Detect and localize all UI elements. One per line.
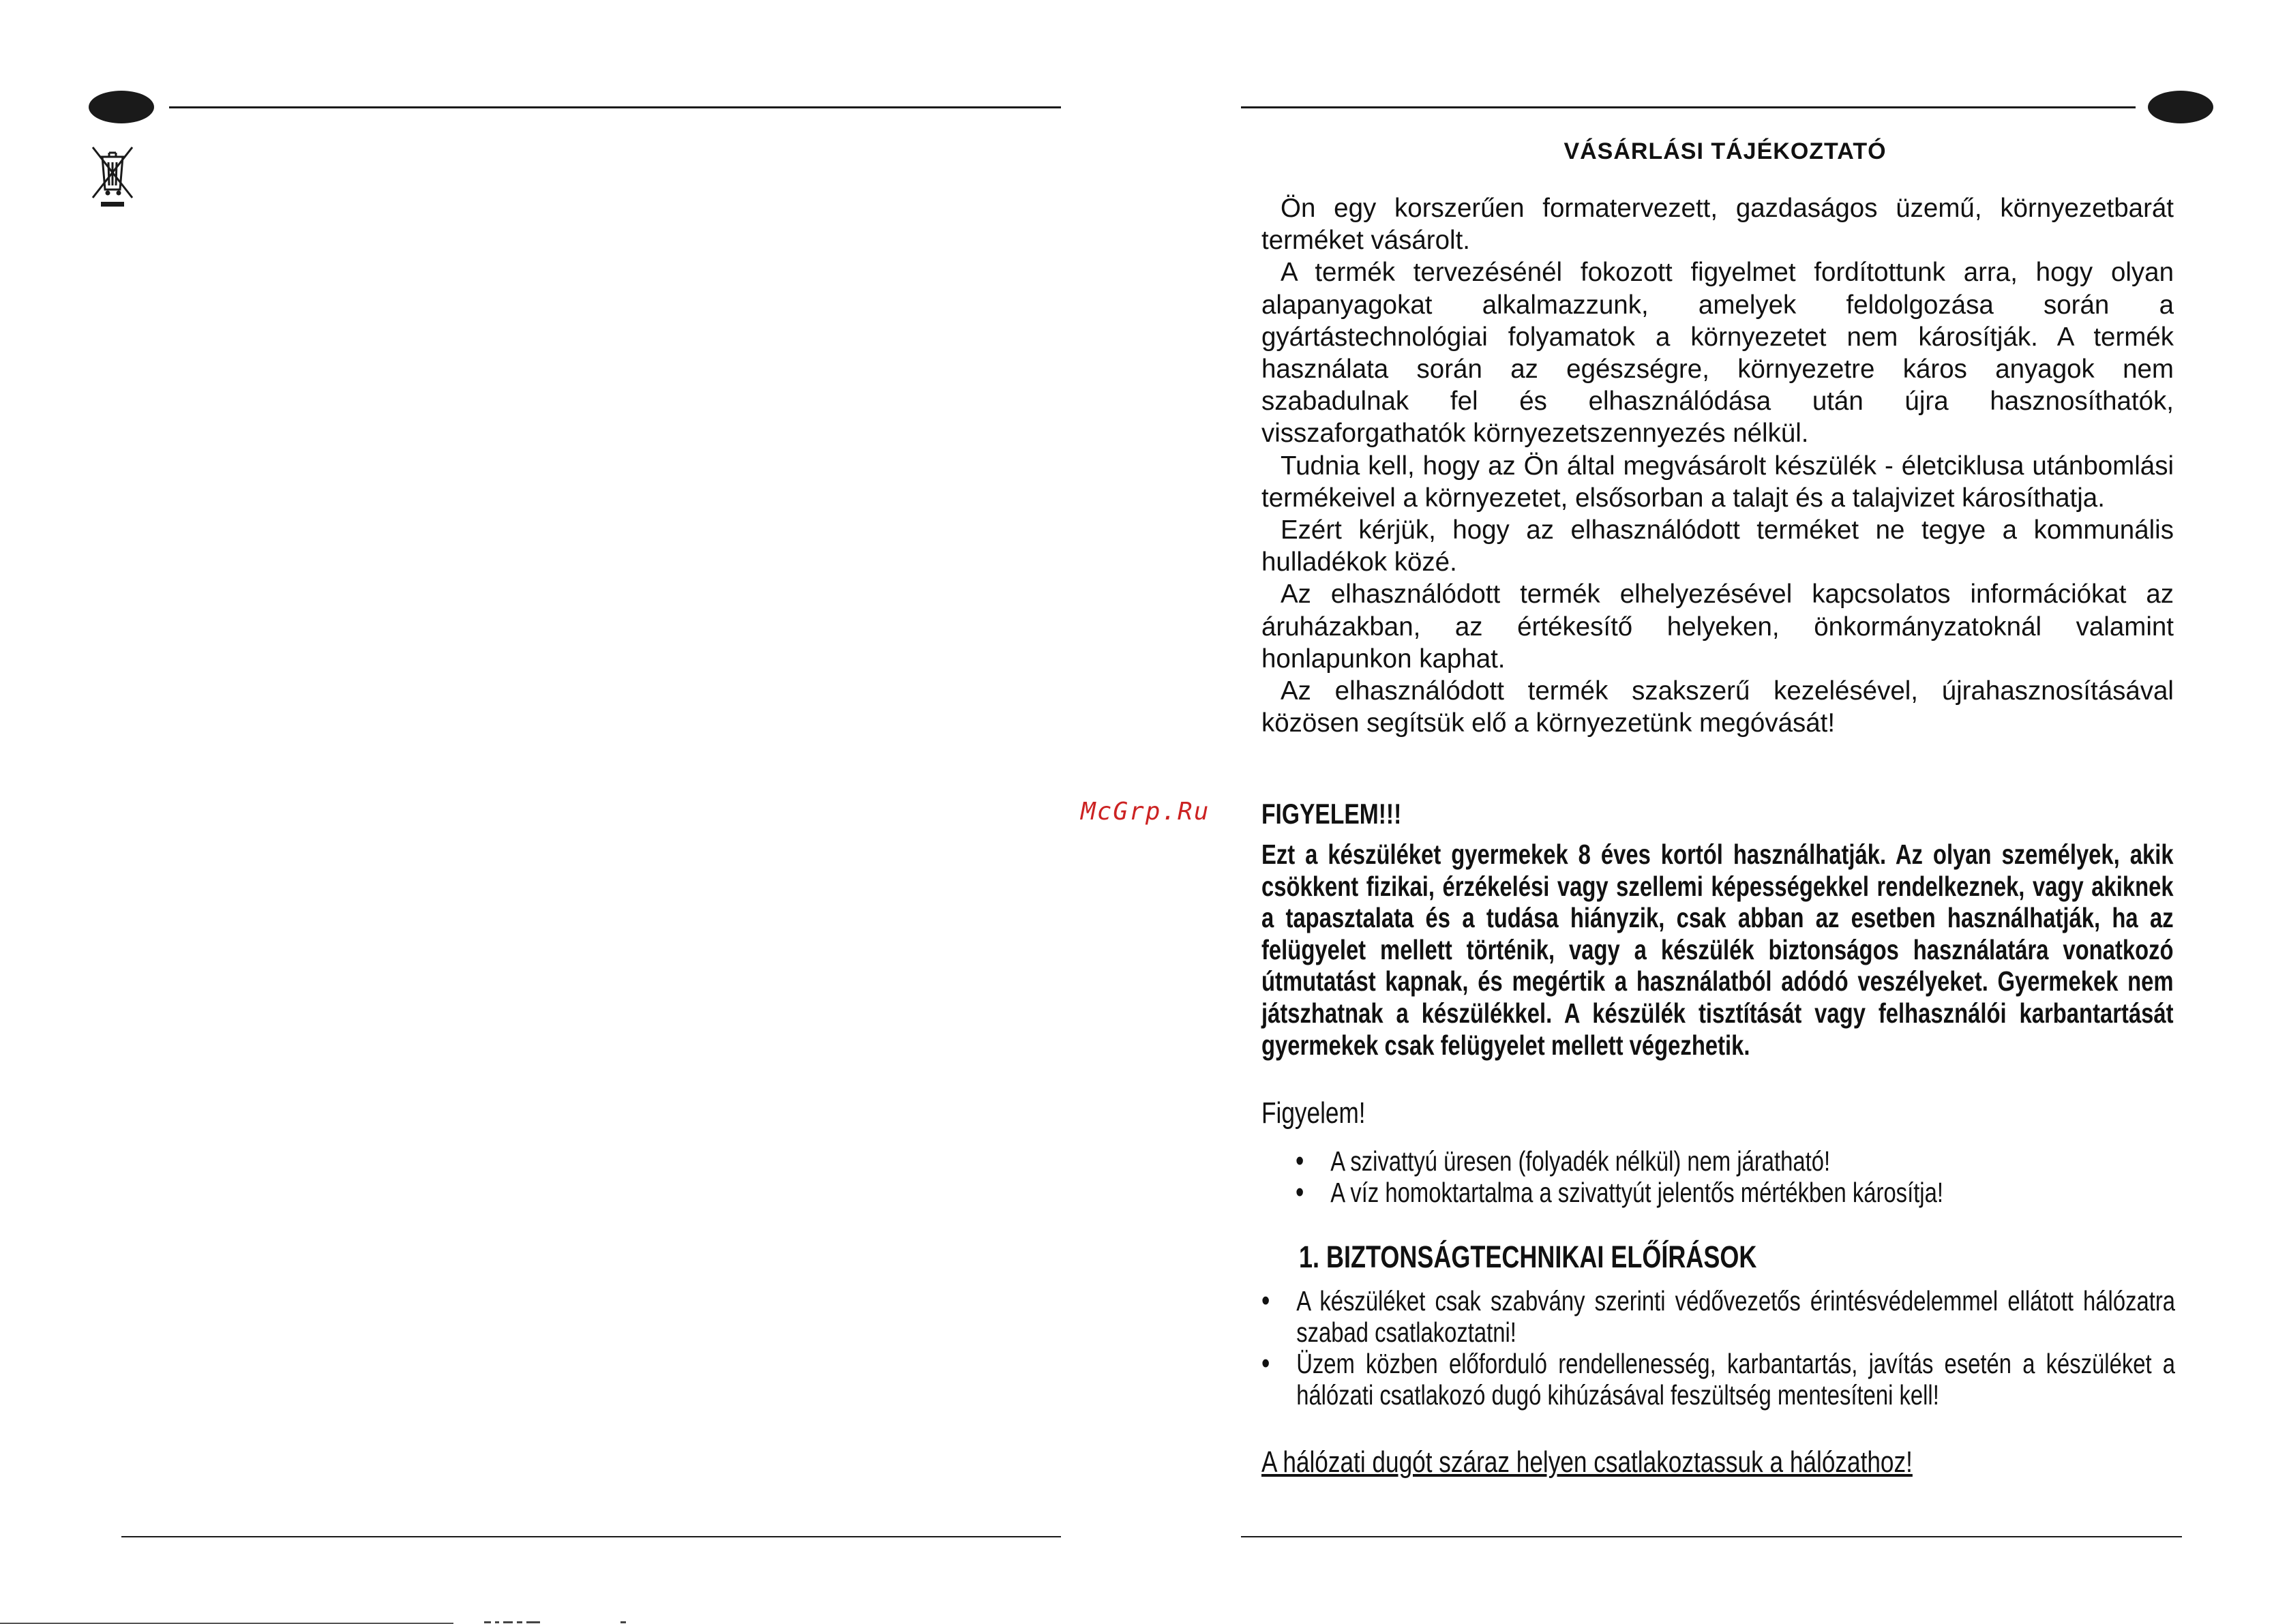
left-header-rule	[169, 106, 1061, 108]
attention-list	[1296, 1145, 1943, 1208]
intro-paragraph: A termék tervezésénél fokozott figyelmet fordítottunk arra, hogy olyan alapanyagokat alkalmazzunk, amelyek feldolgozása során a gyártástechnológiai folyamatok a környezetet nem károsítják. A termék használata során az egészségre, környezetre káros anyagok nem szabadulnak fel és elhasználódása után újra hasznosíthatók, visszaforgathatók környezetszennyezés nélkül.	[1261, 258, 2174, 449]
warning-title: FIGYELEM!!!	[1261, 798, 1402, 830]
right-footer-rule	[1241, 1536, 2182, 1537]
intro-paragraph: Ön egy korszerűen formatervezett, gazdaságos üzemű, környezetbarát terméket vásárolt.	[1261, 194, 2174, 256]
right-header-rule	[1241, 106, 2136, 108]
intro-paragraph: Ezért kérjük, hogy az elhasználódott terméket ne tegye a kommunális hulladékok közé.	[1261, 515, 2174, 577]
safety-note: A hálózati dugót száraz helyen csatlakoztassuk a hálózathoz!	[1261, 1445, 1913, 1479]
list-item: • A készüléket csak szabvány szerinti védővezetős érintésvédelemmel ellátott hálózatra szabad csatlakoztatni!	[1261, 1285, 2175, 1348]
left-page-marker	[89, 91, 154, 123]
left-footer-rule	[121, 1536, 1061, 1537]
section-title: 1. BIZTONSÁGTECHNIKAI ELŐÍRÁSOK	[1299, 1239, 1757, 1274]
intro-paragraph: Az elhasználódott termék elhelyezésével kapcsolatos információkat az áruházakban, az értékesítő helyeken, önkormányzatoknál valamint honlapunkon kaphat.	[1261, 580, 2174, 674]
warning-text: Ezt a készüléket gyermekek 8 éves kortól használhatják. Az olyan személyek, akik csökkent fizikai, érzékelési vagy szellemi képességekkel rendelkeznek, vagy akiknek a tapasztalata és a tudása hiányzik, csak abban az esetben használhatják, ha az felügyelet mellett történik, vagy a készülék biztonságos használatára vonatkozó útmutatást kapnak, és megértik a használatból adódó veszélyeket. Gyermekek nem játszhatnak a készülékkel. A készülék tisztítását vagy felhasználói karbantartását gyermekek csak felügyelet mellett végezhetik.	[1261, 839, 2174, 1061]
attention-title: Figyelem!	[1261, 1096, 1366, 1130]
intro-text	[1261, 192, 2174, 739]
right-page-marker	[2148, 91, 2213, 123]
intro-paragraph: Az elhasználódott termék szakszerű kezelésével, újrahasznosításával közösen segítsük elő a környezetünk megóvását!	[1261, 676, 2174, 738]
safety-list	[1261, 1285, 2175, 1411]
crossed-out-bin-icon	[90, 143, 135, 209]
watermark-link[interactable]: McGrp.Ru	[1081, 798, 1210, 826]
scan-specks	[484, 1620, 634, 1624]
list-item: • A víz homoktartalma a szivattyút jelentős mértékben károsítja!	[1296, 1177, 1943, 1208]
list-item: • Üzem közben előforduló rendellenesség, karbantartás, javítás esetén a készüléket a hálózati csatlakozó dugó kihúzásával feszültség mentesíteni kell!	[1261, 1348, 2175, 1411]
intro-paragraph: Tudnia kell, hogy az Ön által megvásárolt készülék - életciklusa utánbomlási termékeivel a környezetet, elsősorban a talajt és a talajvizet károsíthatja.	[1261, 451, 2174, 513]
page-title: VÁSÁRLÁSI TÁJÉKOZTATÓ	[1564, 138, 1887, 164]
list-item: • A szivattyú üresen (folyadék nélkül) nem járatható!	[1296, 1145, 1943, 1177]
